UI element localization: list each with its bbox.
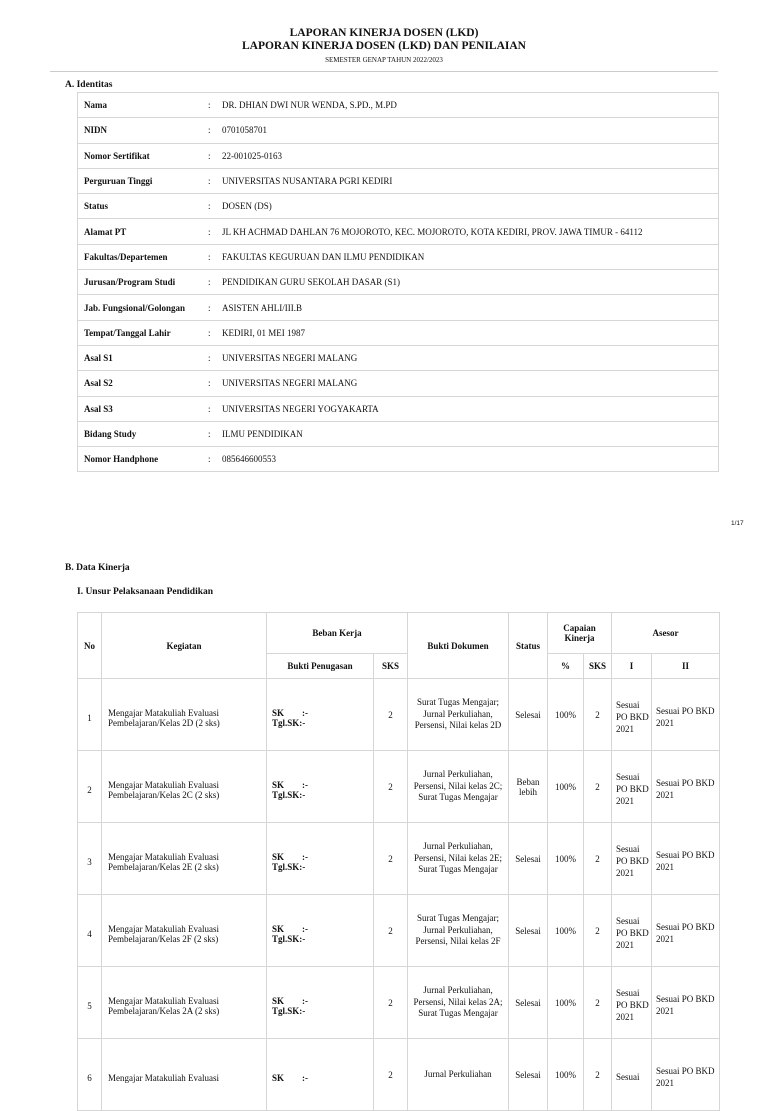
identitas-value: ASISTEN AHLI/III.B [222,295,719,320]
col-sks: SKS [374,654,408,679]
tgl-sk: Tgl.SK:- [272,789,306,800]
col-no: No [78,613,102,679]
identitas-colon: : [208,345,222,370]
identitas-row [78,143,719,168]
identitas-row [78,396,719,421]
row-no: 5 [78,967,102,1039]
identitas-colon: : [208,320,222,345]
identitas-label: NIDN [78,118,209,143]
row-capaian-sks: 2 [584,967,612,1039]
identitas-label: Jab. Fungsional/Golongan [78,295,209,320]
row-bukti-penugasan [267,1039,374,1111]
header-divider [50,71,718,72]
row-sks: 2 [374,967,408,1039]
col-kegiatan: Kegiatan [102,613,267,679]
col-capaian-kinerja: Capaian Kinerja [548,613,612,654]
identitas-value: KEDIRI, 01 MEI 1987 [222,320,719,345]
row-kegiatan: Mengajar Matakuliah Evaluasi [102,1039,267,1111]
row-status: Selesai [509,895,548,967]
identitas-value: FAKULTAS KEGURUAN DAN ILMU PENDIDIKAN [222,244,719,269]
row-sks: 2 [374,823,408,895]
identitas-colon: : [208,219,222,244]
kinerja-row [78,751,720,823]
row-asesor-i: Sesuai PO BKD 2021 [612,751,652,823]
identitas-label: Alamat PT [78,219,209,244]
row-sks: 2 [374,895,408,967]
row-persen: 100% [548,1039,584,1111]
identitas-value: UNIVERSITAS NEGERI YOGYAKARTA [222,396,719,421]
kinerja-row [78,823,720,895]
identitas-label: Asal S3 [78,396,209,421]
identitas-value: ILMU PENDIDIKAN [222,421,719,446]
row-status: Selesai [509,823,548,895]
tgl-sk: Tgl.SK:- [272,1005,306,1016]
identitas-value: UNIVERSITAS NEGERI MALANG [222,345,719,370]
tgl-sk: Tgl.SK:- [272,717,306,728]
row-bukti-dokumen: Surat Tugas Mengajar; Jurnal Perkuliahan, Persensi, Nilai kelas 2D [408,679,509,751]
sk-label: SK [272,995,285,1006]
subsection-pendidikan-heading: I. Unsur Pelaksanaan Pendidikan [77,587,214,597]
identitas-row [78,345,719,370]
row-kegiatan: Mengajar Matakuliah Evaluasi Pembelajaran/Kelas 2E (2 sks) [102,823,267,895]
row-bukti-dokumen: Surat Tugas Mengajar; Jurnal Perkuliahan, Persensi, Nilai kelas 2F [408,895,509,967]
row-bukti-dokumen: Jurnal Perkuliahan, Persensi, Nilai kelas 2A; Surat Tugas Mengajar [408,967,509,1039]
row-bukti-penugasan [267,751,374,823]
identitas-value: JL KH ACHMAD DAHLAN 76 MOJOROTO, KEC. MOJOROTO, KOTA KEDIRI, PROV. JAWA TIMUR - 64112 [222,219,719,244]
col-capaian-sks: SKS [584,654,612,679]
identitas-label: Nama [78,93,209,118]
identitas-colon: : [208,295,222,320]
kinerja-row [78,679,720,751]
row-asesor-i: Sesuai PO BKD 2021 [612,823,652,895]
identitas-row [78,93,719,118]
identitas-row [78,118,719,143]
sk-value: :- [302,1072,308,1083]
row-capaian-sks: 2 [584,751,612,823]
row-asesor-ii: Sesuai PO BKD 2021 [652,751,720,823]
row-status: Selesai [509,1039,548,1111]
identitas-value: UNIVERSITAS NEGERI MALANG [222,371,719,396]
row-kegiatan: Mengajar Matakuliah Evaluasi Pembelajaran/Kelas 2F (2 sks) [102,895,267,967]
row-status: Beban lebih [509,751,548,823]
identitas-row [78,168,719,193]
section-identitas-heading: A. Identitas [65,80,113,90]
row-persen: 100% [548,895,584,967]
identitas-label: Asal S2 [78,371,209,396]
identitas-label: Asal S1 [78,345,209,370]
identitas-label: Bidang Study [78,421,209,446]
sk-value: :- [302,779,308,790]
sk-value: :- [302,995,308,1006]
row-asesor-ii: Sesuai PO BKD 2021 [652,679,720,751]
row-kegiatan: Mengajar Matakuliah Evaluasi Pembelajaran/Kelas 2D (2 sks) [102,679,267,751]
identitas-row [78,320,719,345]
row-persen: 100% [548,751,584,823]
identitas-colon: : [208,143,222,168]
row-asesor-i: Sesuai [612,1039,652,1111]
row-status: Selesai [509,967,548,1039]
sk-value: :- [302,851,308,862]
row-capaian-sks: 2 [584,823,612,895]
kinerja-table [77,612,720,1111]
sk-label: SK [272,1072,285,1083]
identitas-value: PENDIDIKAN GURU SEKOLAH DASAR (S1) [222,270,719,295]
identitas-colon: : [208,93,222,118]
identitas-colon: : [208,447,222,472]
identitas-label: Tempat/Tanggal Lahir [78,320,209,345]
row-persen: 100% [548,823,584,895]
kinerja-row [78,967,720,1039]
identitas-label: Nomor Sertifikat [78,143,209,168]
row-capaian-sks: 2 [584,1039,612,1111]
identitas-colon: : [208,396,222,421]
identitas-value: DOSEN (DS) [222,194,719,219]
section-kinerja-heading: B. Data Kinerja [65,563,130,573]
col-asesor-ii: II [652,654,720,679]
col-bukti-dokumen: Bukti Dokumen [408,613,509,679]
row-asesor-ii: Sesuai PO BKD 2021 [652,967,720,1039]
col-asesor-i: I [612,654,652,679]
kinerja-row [78,1039,720,1111]
row-kegiatan: Mengajar Matakuliah Evaluasi Pembelajaran/Kelas 2A (2 sks) [102,967,267,1039]
identitas-row [78,219,719,244]
sk-label: SK [272,707,285,718]
identitas-value: 22-001025-0163 [222,143,719,168]
semester-label: SEMESTER GENAP TAHUN 2022/2023 [325,56,443,64]
col-status: Status [509,613,548,679]
row-sks: 2 [374,1039,408,1111]
row-asesor-i: Sesuai PO BKD 2021 [612,967,652,1039]
row-persen: 100% [548,967,584,1039]
col-asesor: Asesor [612,613,720,654]
row-no: 2 [78,751,102,823]
row-bukti-dokumen: Jurnal Perkuliahan, Persensi, Nilai kelas 2E; Surat Tugas Mengajar [408,823,509,895]
identitas-row [78,421,719,446]
col-bukti-penugasan: Bukti Penugasan [267,654,374,679]
row-no: 1 [78,679,102,751]
identitas-label: Nomor Handphone [78,447,209,472]
row-no: 4 [78,895,102,967]
identitas-row [78,194,719,219]
row-asesor-ii: Sesuai PO BKD 2021 [652,1039,720,1111]
identitas-value: UNIVERSITAS NUSANTARA PGRI KEDIRI [222,168,719,193]
row-asesor-ii: Sesuai PO BKD 2021 [652,895,720,967]
identitas-row [78,295,719,320]
row-bukti-penugasan [267,967,374,1039]
row-bukti-dokumen: Jurnal Perkuliahan, Persensi, Nilai kelas 2C; Surat Tugas Mengajar [408,751,509,823]
identitas-row [78,447,719,472]
identitas-row [78,270,719,295]
row-bukti-dokumen: Jurnal Perkuliahan [408,1039,509,1111]
identitas-colon: : [208,244,222,269]
row-asesor-i: Sesuai PO BKD 2021 [612,895,652,967]
identitas-row [78,244,719,269]
row-bukti-penugasan [267,823,374,895]
sk-label: SK [272,779,285,790]
row-no: 3 [78,823,102,895]
identitas-label: Perguruan Tinggi [78,168,209,193]
kinerja-row [78,895,720,967]
sk-value: :- [302,923,308,934]
identitas-value: 0701058701 [222,118,719,143]
identitas-colon: : [208,194,222,219]
report-title: LAPORAN KINERJA DOSEN (LKD) [289,27,479,39]
row-capaian-sks: 2 [584,895,612,967]
row-sks: 2 [374,679,408,751]
identitas-table [77,92,719,472]
identitas-colon: : [208,168,222,193]
sk-label: SK [272,851,285,862]
row-bukti-penugasan [267,679,374,751]
identitas-colon: : [208,421,222,446]
identitas-row [78,371,719,396]
identitas-label: Status [78,194,209,219]
col-persen: % [548,654,584,679]
sk-value: :- [302,707,308,718]
identitas-value: DR. DHIAN DWI NUR WENDA, S.PD., M.PD [222,93,719,118]
row-no: 6 [78,1039,102,1111]
identitas-colon: : [208,371,222,396]
row-status: Selesai [509,679,548,751]
report-subtitle: LAPORAN KINERJA DOSEN (LKD) DAN PENILAIAN [241,40,526,52]
row-bukti-penugasan [267,895,374,967]
row-asesor-ii: Sesuai PO BKD 2021 [652,823,720,895]
identitas-colon: : [208,118,222,143]
identitas-colon: : [208,270,222,295]
tgl-sk: Tgl.SK:- [272,861,306,872]
page-number: 1/17 [731,520,744,527]
row-asesor-i: Sesuai PO BKD 2021 [612,679,652,751]
row-kegiatan: Mengajar Matakuliah Evaluasi Pembelajaran/Kelas 2C (2 sks) [102,751,267,823]
row-persen: 100% [548,679,584,751]
tgl-sk: Tgl.SK:- [272,933,306,944]
identitas-label: Fakultas/Departemen [78,244,209,269]
identitas-label: Jurusan/Program Studi [78,270,209,295]
col-beban-kerja: Beban Kerja [267,613,408,654]
sk-label: SK [272,923,285,934]
row-sks: 2 [374,751,408,823]
identitas-value: 085646600553 [222,447,719,472]
row-capaian-sks: 2 [584,679,612,751]
